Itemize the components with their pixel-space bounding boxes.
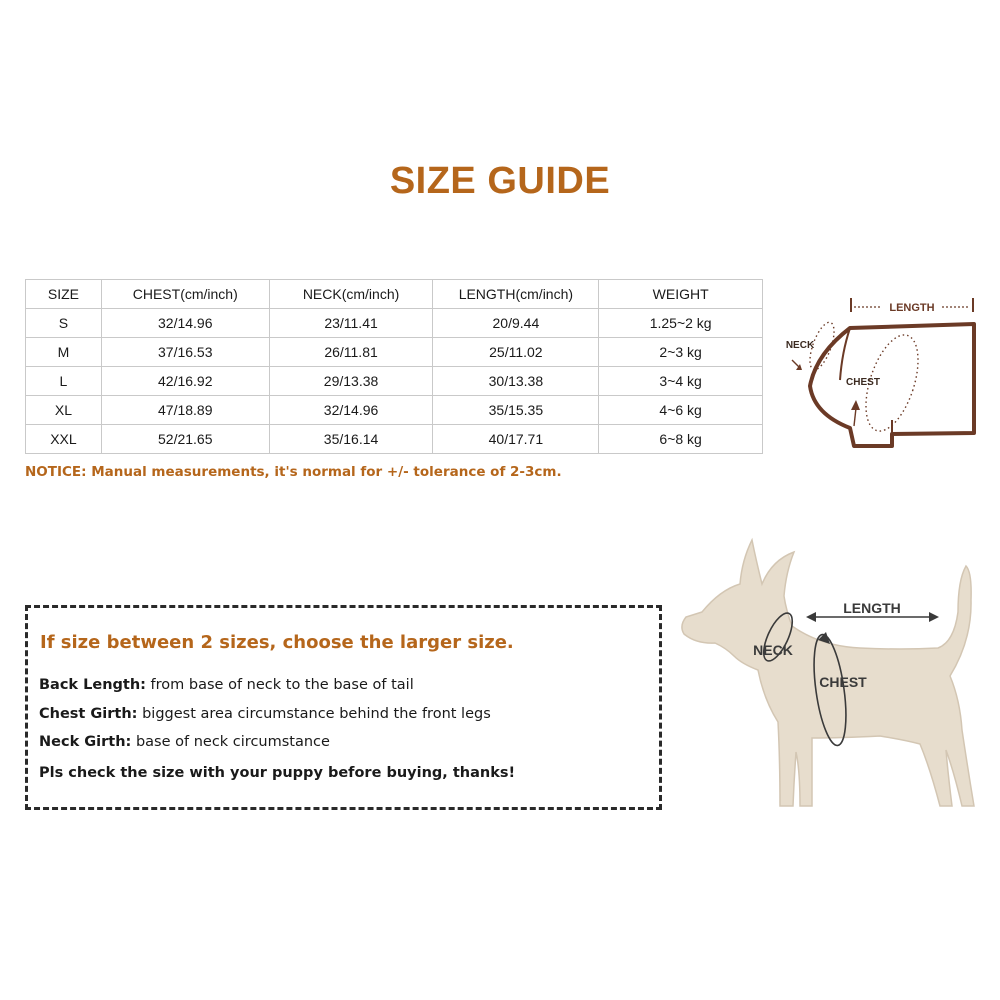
table-row bbox=[26, 338, 763, 367]
table-cell: 29/13.38 bbox=[269, 367, 433, 396]
neck-girth-tip bbox=[39, 734, 330, 750]
table-cell: L bbox=[26, 367, 102, 396]
table-row bbox=[26, 309, 763, 338]
table-cell: 40/17.71 bbox=[433, 425, 599, 454]
shirt-chest-label: CHEST bbox=[846, 377, 880, 388]
size-table bbox=[25, 279, 763, 454]
table-row bbox=[26, 396, 763, 425]
dog-neck-label: NECK bbox=[753, 642, 793, 658]
column-header: NECK(cm/inch) bbox=[269, 280, 433, 309]
neck-girth-text: base of neck circumstance bbox=[131, 734, 330, 750]
chest-girth-tip bbox=[39, 706, 491, 722]
back-length-text: from base of neck to the base of tail bbox=[145, 677, 414, 693]
table-cell: 37/16.53 bbox=[101, 338, 269, 367]
table-header-row bbox=[26, 280, 763, 309]
table-cell: 25/11.02 bbox=[433, 338, 599, 367]
back-length-label: Back Length: bbox=[39, 677, 146, 693]
dog-length-label: LENGTH bbox=[843, 600, 901, 616]
column-header: SIZE bbox=[26, 280, 102, 309]
table-cell: 30/13.38 bbox=[433, 367, 599, 396]
table-cell: 1.25~2 kg bbox=[599, 309, 763, 338]
column-header: CHEST(cm/inch) bbox=[101, 280, 269, 309]
final-note: Pls check the size with your puppy before buying, thanks! bbox=[39, 765, 516, 781]
chest-girth-text: biggest area circumstance behind the front legs bbox=[137, 706, 491, 722]
neck-girth-label: Neck Girth: bbox=[39, 734, 132, 750]
table-cell: XXL bbox=[26, 425, 102, 454]
dog-silhouette bbox=[682, 540, 974, 806]
dog-chest-label: CHEST bbox=[819, 674, 867, 690]
table-cell: 26/11.81 bbox=[269, 338, 433, 367]
table-cell: 42/16.92 bbox=[101, 367, 269, 396]
table-cell: 35/16.14 bbox=[269, 425, 433, 454]
column-header: WEIGHT bbox=[599, 280, 763, 309]
tips-headline: If size between 2 sizes, choose the larger size. bbox=[40, 632, 514, 653]
table-row bbox=[26, 425, 763, 454]
table-cell: 3~4 kg bbox=[599, 367, 763, 396]
table-cell: 35/15.35 bbox=[433, 396, 599, 425]
table-cell: 2~3 kg bbox=[599, 338, 763, 367]
table-cell: 23/11.41 bbox=[269, 309, 433, 338]
back-length-tip bbox=[39, 677, 414, 693]
table-cell: S bbox=[26, 309, 102, 338]
chest-girth-label: Chest Girth: bbox=[39, 706, 138, 722]
sizing-tips-box bbox=[25, 605, 662, 810]
table-cell: XL bbox=[26, 396, 102, 425]
table-cell: M bbox=[26, 338, 102, 367]
page-title: SIZE GUIDE bbox=[389, 160, 611, 202]
dog-measurement-diagram bbox=[675, 528, 995, 818]
table-cell: 47/18.89 bbox=[101, 396, 269, 425]
table-cell: 32/14.96 bbox=[269, 396, 433, 425]
column-header: LENGTH(cm/inch) bbox=[433, 280, 599, 309]
shirt-length-label: LENGTH bbox=[889, 302, 935, 314]
table-cell: 4~6 kg bbox=[599, 396, 763, 425]
table-cell: 32/14.96 bbox=[101, 309, 269, 338]
garment-measurement-diagram bbox=[780, 288, 990, 458]
shirt-neck-label: NECK bbox=[785, 340, 815, 351]
table-cell: 20/9.44 bbox=[433, 309, 599, 338]
table-cell: 6~8 kg bbox=[599, 425, 763, 454]
table-cell: 52/21.65 bbox=[101, 425, 269, 454]
table-row bbox=[26, 367, 763, 396]
notice-text: NOTICE: Manual measurements, it's normal for +/- tolerance of 2-3cm. bbox=[25, 464, 562, 480]
